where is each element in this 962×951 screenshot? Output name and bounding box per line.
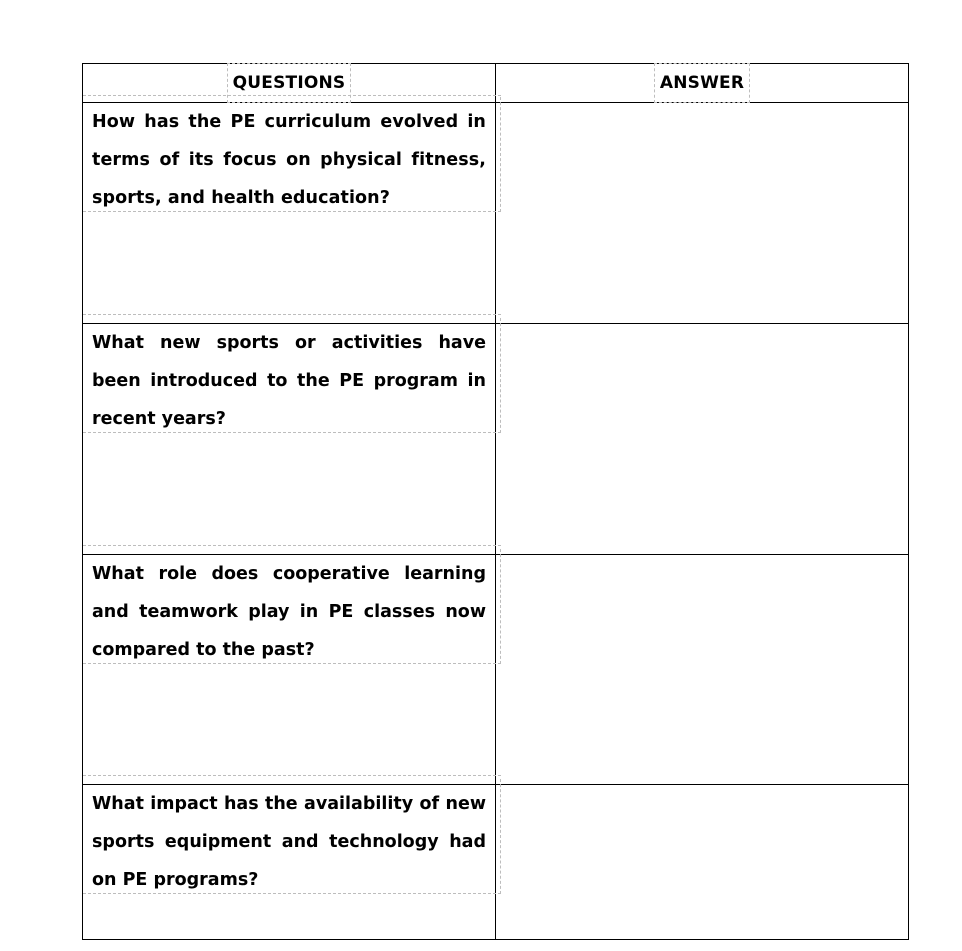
question-cell [83, 324, 496, 555]
questions-header-label: QUESTIONS [227, 73, 352, 93]
answer-cell[interactable] [496, 555, 909, 785]
question-cell [83, 555, 496, 785]
answer-header-cell [496, 64, 909, 103]
table-row [83, 785, 909, 940]
question-cell [83, 103, 496, 324]
question-cell [83, 785, 496, 940]
answer-cell[interactable] [496, 785, 909, 940]
question-text: What role does cooperative learning and teamwork play in PE classes now compared to the past? [92, 564, 486, 660]
answer-header-label: ANSWER [654, 73, 750, 93]
questions-answers-table [82, 63, 909, 940]
question-text: What new sports or activities have been introduced to the PE program in recent years? [92, 333, 486, 429]
questions-header-cell [83, 64, 496, 103]
table-row [83, 324, 909, 555]
answer-cell[interactable] [496, 103, 909, 324]
question-text: How has the PE curriculum evolved in terms of its focus on physical fitness, sports, and health education? [92, 112, 486, 208]
table-row [83, 555, 909, 785]
table-header-row [83, 64, 909, 103]
answer-cell[interactable] [496, 324, 909, 555]
table-row [83, 103, 909, 324]
question-text: What impact has the availability of new sports equipment and technology had on PE programs? [92, 794, 486, 890]
